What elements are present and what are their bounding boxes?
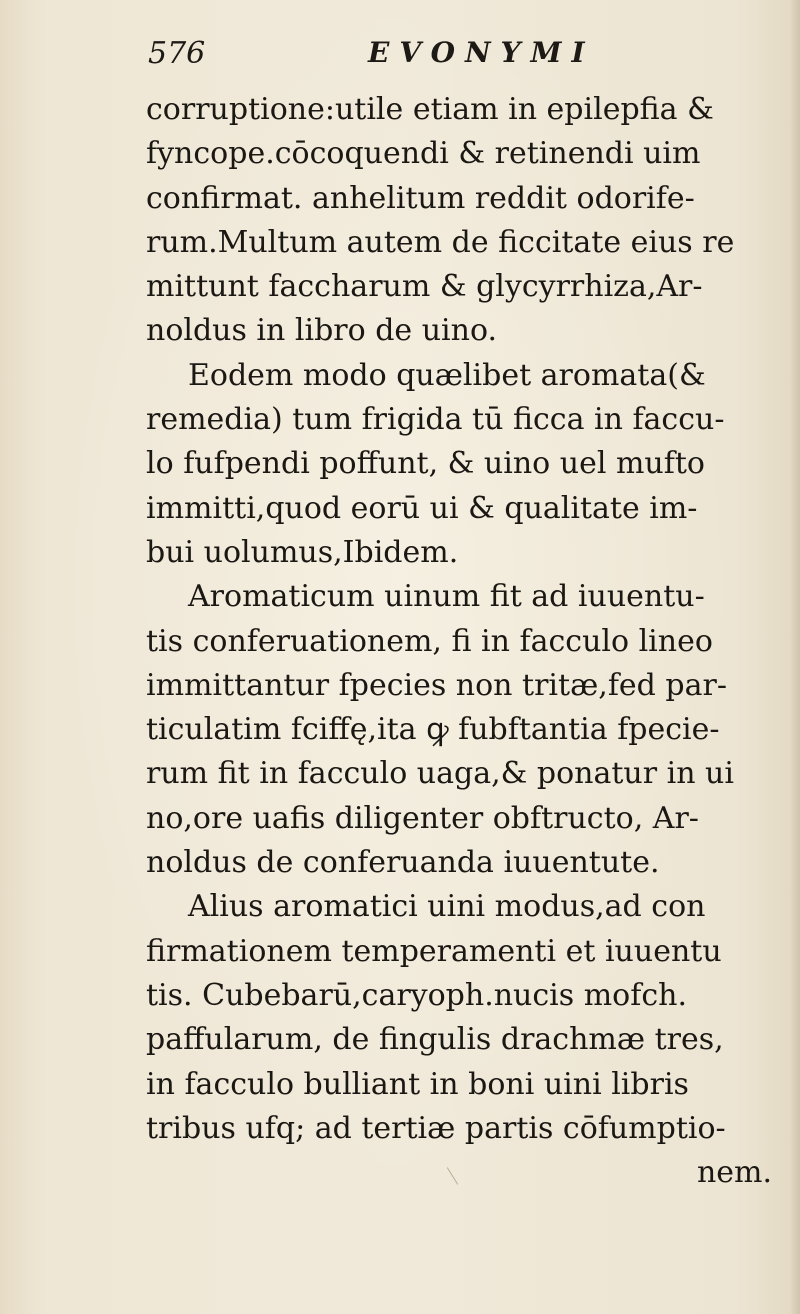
paragraph-start-line: Aromaticum uinum fit ad iuuentu- — [188, 579, 705, 615]
text-line: rum.Multum autem de ficcitate eius re — [146, 224, 735, 260]
running-title: EVONYMI — [368, 36, 595, 69]
text-line: ticulatim fciffę,ita ꝙ fubftantia fpecie- — [146, 712, 720, 748]
text-line: rum fit in facculo uaga,& ponatur in ui — [146, 756, 734, 792]
paragraph-start-line: Eodem modo quælibet aromata(& — [188, 357, 706, 393]
text-line: remedia) tum frigida tū ficca in faccu- — [146, 402, 725, 438]
text-line: firmationem temperamenti et iuuentu — [146, 933, 722, 969]
text-line: noldus in libro de uino. — [146, 313, 498, 349]
final-line: nem. — [696, 1155, 772, 1191]
page-header — [0, 28, 800, 78]
text-line: mittunt faccharum & glycyrrhiza,Ar- — [146, 269, 703, 305]
text-line: bui uolumus,Ibidem. — [146, 534, 459, 570]
text-line: tribus ufq; ad tertiæ partis cōfumptio- — [146, 1110, 726, 1146]
text-line: in facculo bulliant in boni uini libris — [146, 1066, 689, 1102]
text-line: immittantur fpecies non tritæ,fed par- — [146, 667, 727, 703]
text-line: no,ore uafis diligenter obftructo, Ar- — [146, 800, 699, 836]
page-number: 576 — [148, 36, 206, 71]
text-line: tis conferuationem, fi in facculo lineo — [146, 623, 713, 659]
text-line: fyncope.cōcoquendi & retinendi uim — [146, 136, 701, 172]
body-text — [146, 88, 776, 1195]
text-line: immitti,quod eorū ui & qualitate im- — [146, 490, 698, 526]
text-line: noldus de conferuanda iuuentute. — [146, 845, 660, 881]
page-edge-shadow — [790, 0, 800, 1314]
text-line: paffularum, de fingulis drachmæ tres, — [146, 1022, 724, 1058]
paragraph-start-line: Alius aromatici uini modus,ad con — [188, 889, 706, 925]
text-line: corruptione:utile etiam in epilepfia & — [146, 92, 714, 127]
text-line: lo fufpendi poffunt, & uino uel mufto — [146, 446, 705, 482]
text-line: confirmat. anhelitum reddit odorife- — [146, 180, 695, 216]
text-line: tis. Cubebarū,caryoph.nucis mofch. — [146, 977, 687, 1013]
